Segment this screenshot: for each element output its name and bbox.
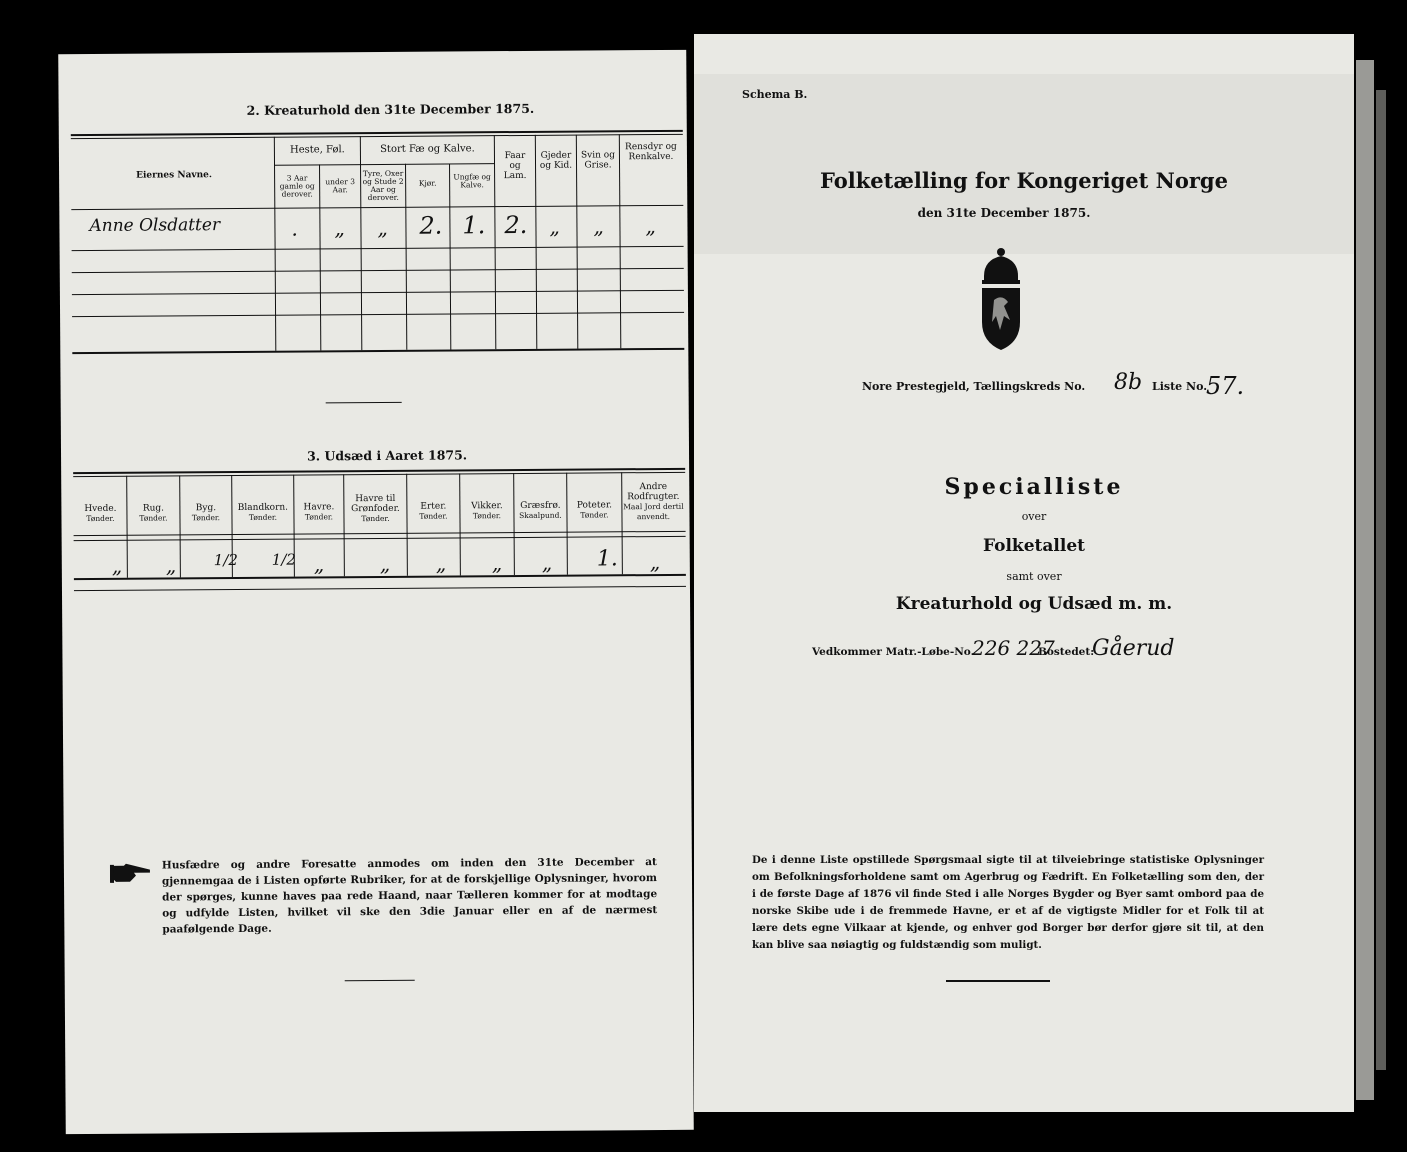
sheep-header: Faar og Lam.: [503, 150, 527, 182]
crop-header: Rug. Tønder.: [139, 503, 168, 523]
calves-header: Ungfæ og Kalve.: [453, 172, 491, 190]
cows-header: Kjør.: [418, 178, 437, 188]
crop-header: Blandkorn. Tønder.: [237, 502, 289, 522]
page-edge: [1356, 60, 1374, 1100]
crop-value: „: [649, 550, 661, 575]
samt-over-label: samt over: [1006, 570, 1062, 583]
crop-value: 1.: [596, 546, 618, 572]
horses-old-header: 3 Aar gamle og derover.: [279, 173, 315, 199]
bulls-header: Tyre, Oxer og Stude 2 Aar og derover.: [362, 168, 404, 203]
prestegjeld-line: Nore Prestegjeld, Tællingskreds No.: [862, 380, 1086, 393]
livestock-value: „: [334, 216, 345, 241]
pigs-header: Svin og Grise.: [580, 150, 615, 171]
livestock-value: „: [645, 214, 656, 239]
crop-header: Græsfrø. Skaalpund.: [519, 500, 562, 520]
crop-header: Erter. Tønder.: [419, 501, 448, 521]
livestock-value: 1.: [462, 211, 486, 240]
crop-value: 1/2: [213, 550, 238, 570]
crop-value: „: [541, 550, 553, 575]
section3-title: 3. Udsæd i Aaret 1875.: [306, 447, 468, 464]
specialliste-heading: Specialliste: [944, 474, 1124, 500]
kreaturhold-heading: Kreaturhold og Udsæd m. m.: [895, 594, 1173, 614]
page-edge: [1376, 90, 1386, 1070]
livestock-value: „: [549, 214, 560, 239]
horses-young-header: under 3 Aar.: [325, 177, 355, 195]
divider: [946, 980, 1050, 982]
horses-column-header: Heste, Føl.: [289, 144, 345, 156]
crop-header: Byg. Tønder.: [191, 503, 221, 523]
crop-value: 1/2: [271, 550, 296, 569]
crop-value: „: [165, 553, 177, 578]
liste-number: 57.: [1206, 372, 1245, 400]
crop-header: Poteter. Tønder.: [576, 500, 613, 520]
underlying-page-strip: [694, 74, 1354, 254]
crop-header: Hvede. Tønder.: [84, 503, 117, 524]
folketallet-label: Folketallet: [983, 536, 1085, 556]
crop-value: „: [435, 551, 447, 576]
goats-header: Gjeder og Kid.: [539, 150, 573, 171]
divider: [345, 980, 415, 981]
livestock-value: „: [377, 215, 388, 240]
livestock-value: .: [291, 216, 298, 241]
crop-header: Havre til Grønfoder. Tønder.: [351, 493, 400, 524]
reindeer-header: Rensdyr og Renkalve.: [625, 141, 677, 163]
owner-column-header: Eiernes Navne.: [136, 170, 213, 181]
schema-label: Schema B.: [742, 88, 808, 101]
crop-header: Vikker. Tønder.: [471, 501, 503, 521]
section2-title: 2. Kreaturhold den 31te December 1875.: [246, 100, 535, 118]
census-date: den 31te December 1875.: [917, 206, 1091, 220]
livestock-value: „: [593, 214, 604, 239]
matr-number: 226 227: [972, 636, 1055, 660]
crop-value: „: [379, 551, 391, 576]
liste-label: Liste No.: [1152, 380, 1208, 393]
bostedet-label: Bostedet:: [1038, 646, 1095, 658]
tellingskreds-number: 8b: [1114, 370, 1143, 395]
right-notice-text: De i denne Liste opstillede Spørgsmaal sigte til at tilveiebringe statistiske Oplysninger om Befolkningsforholdene samt om Agerbrug og Fædrift. En Folketælling som den, der i de første Dage af 1876 vil finde Sted i alle Norges Bygder og Byer samt ombord paa de norske Skibe ude i de fremmede Havne, er et af de vigtigste Midler for et Folk til at lære dets egne Vilkaar at kjende, og enhver god Borger bør derfor gjøre sit til, at den kan blive saa nøiagtig og fuldstændig som muligt.: [752, 854, 1264, 951]
over-label: over: [1021, 510, 1047, 523]
norway-coat-of-arms-icon: [976, 246, 1026, 352]
crop-header: Andre Rodfrugter. Maal Jord dertil anvendt.: [623, 481, 684, 522]
livestock-value: 2.: [504, 210, 528, 240]
livestock-value: 2.: [419, 211, 443, 240]
divider: [326, 402, 402, 404]
right-page: [694, 34, 1354, 1112]
crop-value: „: [313, 552, 325, 577]
owner-name-cell: Anne Olsdatter: [89, 215, 221, 236]
census-title: Folketælling for Kongeriget Norge: [820, 168, 1228, 193]
left-page: [58, 50, 694, 1134]
matr-label: Vedkommer Matr.-Løbe-No.: [812, 646, 975, 658]
pointing-hand-icon: [110, 862, 152, 884]
crop-value: „: [491, 551, 503, 576]
bostedet-value: Gåerud: [1092, 636, 1175, 661]
crop-header: Havre. Tønder.: [303, 502, 335, 522]
crop-value: „: [111, 553, 123, 578]
left-notice-text: Husfædre og andre Foresatte anmodes om inden den 31te December at gjennemgaa de i Listen opførte Rubriker, for at de forskjellige Oplysninger, hvorom der spørges, kunne haves paa rede Haand, naar Tælleren kommer for at modtage og udfylde Listen, hvilket vil ske den 3die Januar eller en af de nærmest paafølgende Dage.: [161, 856, 658, 936]
cattle-column-header: Stort Fæ og Kalve.: [380, 143, 475, 155]
